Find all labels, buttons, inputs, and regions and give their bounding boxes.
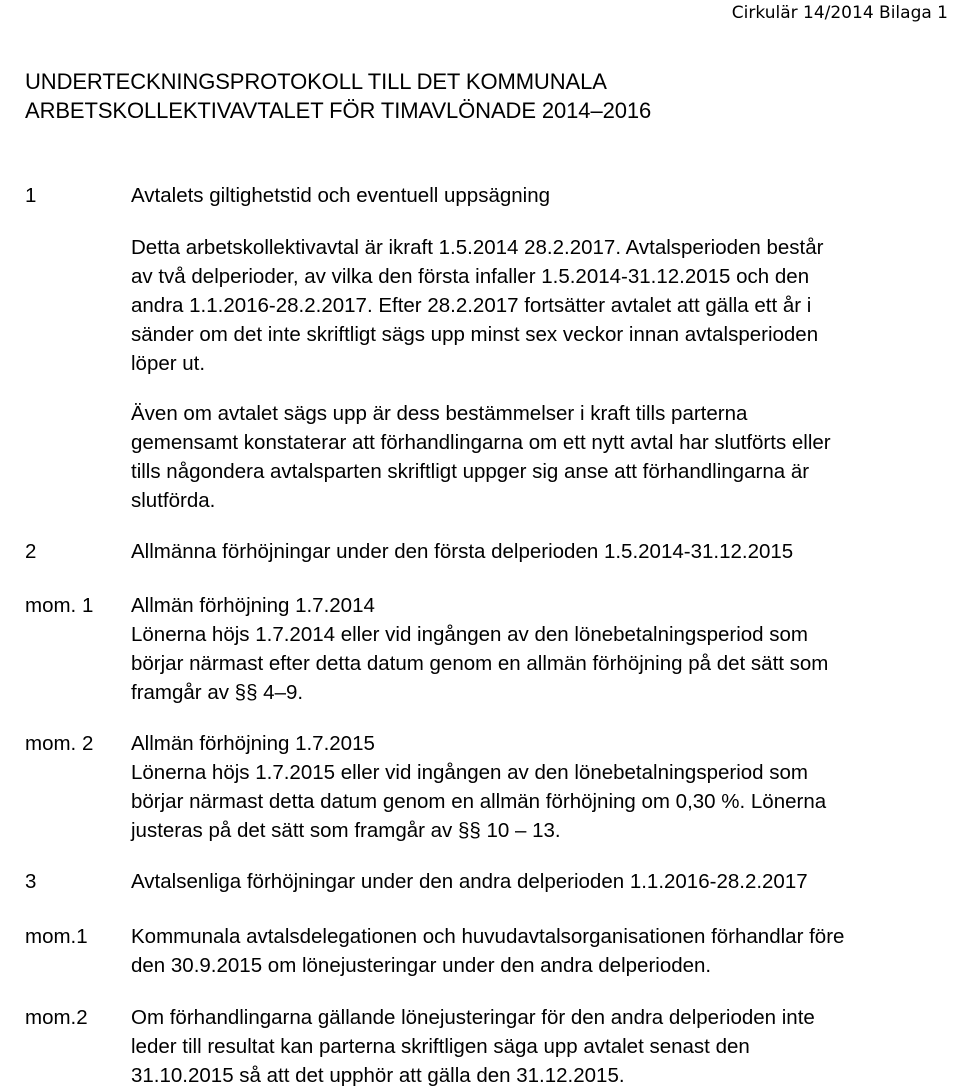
paragraph-line: av två delperioder, av vilka den första infaller 1.5.2014-31.12.2015 och den xyxy=(131,265,810,288)
mom-line: Kommunala avtalsdelegationen och huvudavtalsorganisationen förhandlar före xyxy=(131,925,845,948)
paragraph-line: slutförda. xyxy=(131,489,216,512)
mom-line: börjar närmast efter detta datum genom en allmän förhöjning på det sätt som xyxy=(131,652,829,675)
section-heading: Avtalsenliga förhöjningar under den andra delperioden 1.1.2016-28.2.2017 xyxy=(131,870,808,893)
document-title xyxy=(25,67,651,125)
mom-line: justeras på det sätt som framgår av §§ 10 – 13. xyxy=(131,819,561,842)
paragraph-line: löper ut. xyxy=(131,352,206,375)
mom-label: mom.1 xyxy=(25,925,88,948)
paragraph-line: Även om avtalet sägs upp är dess bestämmelser i kraft tills parterna xyxy=(131,402,748,425)
mom-text xyxy=(131,1003,815,1090)
section-heading: Avtalets giltighetstid och eventuell uppsägning xyxy=(131,184,551,207)
mom-line: Lönerna höjs 1.7.2014 eller vid ingången av den lönebetalningsperiod som xyxy=(131,623,808,646)
paragraph-line: tills någondera avtalsparten skriftligt uppger sig anse att förhandlingarna är xyxy=(131,460,810,483)
mom-line: 31.10.2015 så att det upphör att gälla den 31.12.2015. xyxy=(131,1064,625,1087)
mom-line: Om förhandlingarna gällande lönejusteringar för den andra delperioden inte xyxy=(131,1006,815,1029)
mom-text xyxy=(131,591,828,707)
title-line: UNDERTECKNINGSPROTOKOLL TILL DET KOMMUNALA xyxy=(25,69,607,94)
paragraph-line: andra 1.1.2016-28.2.2017. Efter 28.2.2017 fortsätter avtalet att gälla ett år i xyxy=(131,294,812,317)
mom-line: Allmän förhöjning 1.7.2014 xyxy=(131,594,375,617)
paragraph xyxy=(131,233,824,378)
mom-label: mom.2 xyxy=(25,1006,88,1029)
document-header: Cirkulär 14/2014 Bilaga 1 xyxy=(731,3,948,23)
mom-label: mom. 1 xyxy=(25,594,94,617)
section-number: 3 xyxy=(25,870,37,893)
mom-line: Lönerna höjs 1.7.2015 eller vid ingången av den lönebetalningsperiod som xyxy=(131,761,808,784)
section-number: 1 xyxy=(25,184,37,207)
title-line: ARBETSKOLLEKTIVAVTALET FÖR TIMAVLÖNADE 2014–2016 xyxy=(25,98,652,123)
mom-text xyxy=(131,729,826,845)
mom-line: den 30.9.2015 om lönejusteringar under den andra delperioden. xyxy=(131,954,712,977)
mom-line: leder till resultat kan parterna skriftligen säga upp avtalet senast den xyxy=(131,1035,750,1058)
mom-line: framgår av §§ 4–9. xyxy=(131,681,304,704)
section-heading: Allmänna förhöjningar under den första delperioden 1.5.2014-31.12.2015 xyxy=(131,540,794,563)
paragraph-line: Detta arbetskollektivavtal är ikraft 1.5.2014 28.2.2017. Avtalsperioden består xyxy=(131,236,824,259)
mom-line: börjar närmast detta datum genom en allmän förhöjning om 0,30 %. Lönerna xyxy=(131,790,827,813)
section-number: 2 xyxy=(25,540,37,563)
paragraph-line: sänder om det inte skriftligt sägs upp minst sex veckor innan avtalsperioden xyxy=(131,323,819,346)
mom-label: mom. 2 xyxy=(25,732,94,755)
mom-line: Allmän förhöjning 1.7.2015 xyxy=(131,732,375,755)
mom-text xyxy=(131,922,844,980)
paragraph-line: gemensamt konstaterar att förhandlingarna om ett nytt avtal har slutförts eller xyxy=(131,431,831,454)
paragraph xyxy=(131,399,831,515)
